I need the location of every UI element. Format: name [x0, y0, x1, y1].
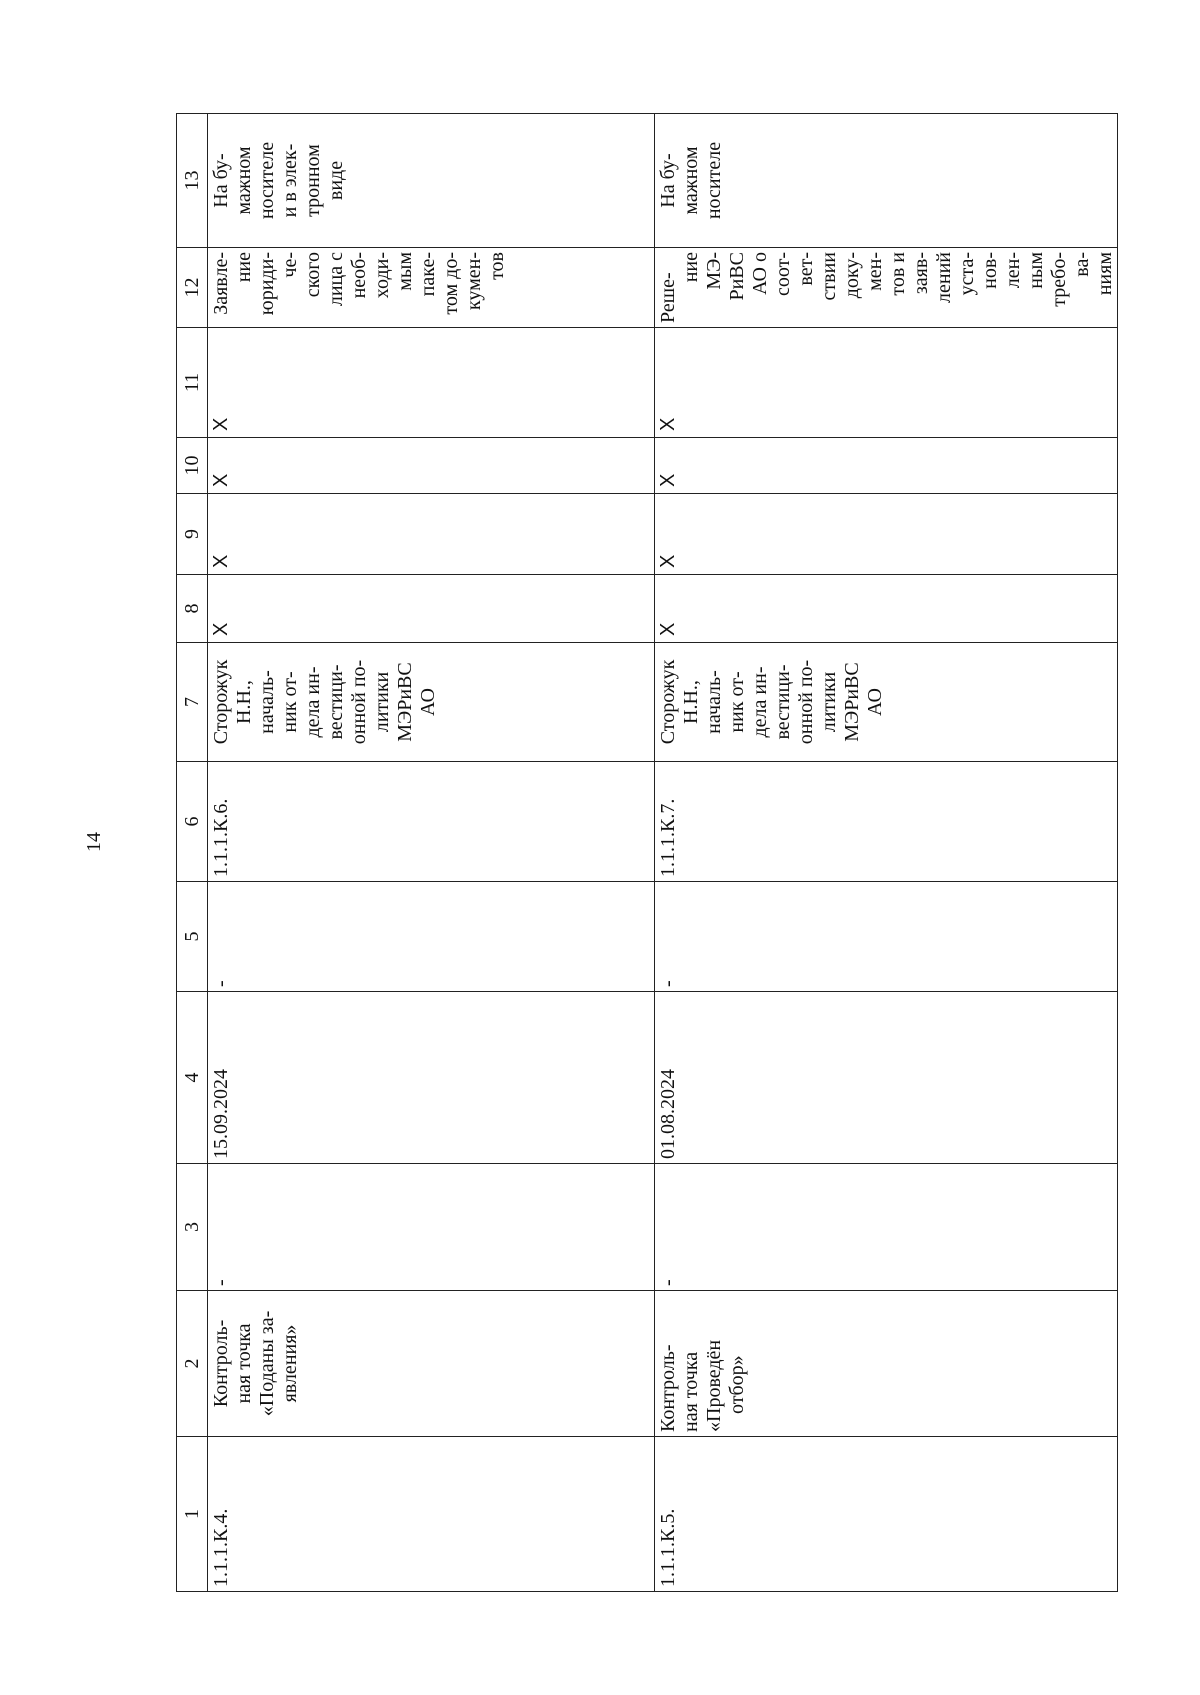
- date-cell: 15.09.2024: [208, 992, 655, 1164]
- text-line: началь-: [256, 670, 278, 734]
- document-type-cell: [655, 248, 1118, 328]
- text-line: Заявле-: [210, 252, 232, 315]
- text-line: отбор»: [726, 1355, 748, 1414]
- text-line: МЭРиВС: [394, 662, 416, 742]
- text-line: нов-: [979, 252, 1001, 289]
- text-line: Сторожук: [210, 659, 232, 745]
- text-line: тов и: [887, 252, 909, 296]
- text-line: ная точка: [680, 1351, 702, 1432]
- rotated-table-wrapper: [176, 114, 1116, 1592]
- text-line: началь-: [703, 670, 725, 734]
- column-header: 13: [177, 114, 208, 248]
- table-row: [208, 114, 655, 1592]
- header-row: [177, 114, 208, 1592]
- text-line: ствии: [818, 252, 840, 301]
- column-header: 3: [177, 1164, 208, 1291]
- text-line: литики: [371, 671, 393, 733]
- text-line: лица с: [325, 252, 347, 307]
- table-row: [655, 114, 1118, 1592]
- control-points-table: [176, 113, 1118, 1592]
- text-line: лен-: [1002, 252, 1024, 289]
- text-line: На бу-: [657, 153, 679, 208]
- text-line: ная точка: [233, 1323, 255, 1404]
- text-line: доку-: [841, 252, 863, 299]
- column-header: 4: [177, 992, 208, 1164]
- text-line: На бу-: [210, 153, 232, 208]
- text-line: и в элек-: [279, 143, 301, 218]
- cell-col-3: -: [208, 1164, 655, 1291]
- text-line: ние: [680, 252, 702, 283]
- x-mark-cell: X: [655, 575, 1118, 643]
- responsible-person-cell: [208, 643, 655, 762]
- row-number-cell: 1.1.1.К.4.: [208, 1437, 655, 1592]
- x-mark-cell: X: [655, 438, 1118, 494]
- column-header: 1: [177, 1437, 208, 1592]
- text-line: паке-: [417, 252, 439, 297]
- text-line: виде: [325, 160, 347, 201]
- text-line: том до-: [440, 252, 462, 315]
- text-line: соот-: [772, 252, 794, 297]
- text-line: лений: [933, 252, 955, 303]
- text-line: носителе: [703, 141, 725, 220]
- text-line: МЭРиВС: [841, 662, 863, 742]
- text-line: ва-: [1071, 252, 1093, 277]
- text-line: явления»: [279, 1324, 301, 1403]
- cell-col-5: -: [655, 882, 1118, 992]
- text-line: «Проведён: [703, 1339, 725, 1432]
- responsible-person-cell: [655, 643, 1118, 762]
- control-point-name-cell: [655, 1291, 1118, 1437]
- row-number-cell: 1.1.1.К.5.: [655, 1437, 1118, 1592]
- x-mark-cell: X: [208, 438, 655, 494]
- column-header: 6: [177, 762, 208, 882]
- text-line: онной по-: [348, 659, 370, 745]
- text-line: Н.Н.,: [680, 680, 702, 724]
- text-line: носителе: [256, 141, 278, 220]
- page-number: 14: [83, 832, 105, 852]
- text-line: ным: [1025, 252, 1047, 289]
- text-line: ник от-: [726, 671, 748, 733]
- date-cell: 01.08.2024: [655, 992, 1118, 1164]
- text-line: АО о: [749, 252, 771, 295]
- text-line: заяв-: [910, 252, 932, 295]
- text-line: Сторожук: [657, 659, 679, 745]
- document-form-cell: [655, 114, 1118, 248]
- control-point-name-cell: [208, 1291, 655, 1437]
- text-line: онной по-: [795, 659, 817, 745]
- text-line: ние: [233, 252, 255, 283]
- text-line: ниям: [1094, 252, 1116, 296]
- text-line: Реше-: [657, 272, 679, 323]
- x-mark-cell: X: [208, 575, 655, 643]
- text-line: мен-: [864, 252, 886, 291]
- text-line: дела ин-: [749, 666, 771, 738]
- cell-col-5: -: [208, 882, 655, 992]
- text-line: АО: [417, 688, 439, 716]
- text-line: Н.Н.,: [233, 680, 255, 724]
- column-header: 7: [177, 643, 208, 762]
- document-type-cell: [208, 248, 655, 328]
- related-point-cell: 1.1.1.К.7.: [655, 762, 1118, 882]
- x-mark-cell: X: [208, 494, 655, 575]
- text-line: Контроль-: [657, 1344, 679, 1432]
- text-line: ходи-: [371, 252, 393, 299]
- text-line: АО: [864, 688, 886, 716]
- document-form-cell: [208, 114, 655, 248]
- text-line: дела ин-: [302, 666, 324, 738]
- text-line: мажном: [233, 146, 255, 215]
- text-line: юриди-: [256, 252, 278, 316]
- x-mark-cell: X: [208, 328, 655, 438]
- text-line: литики: [818, 671, 840, 733]
- text-line: мажном: [680, 146, 702, 215]
- text-line: кумен-: [463, 252, 485, 311]
- text-line: Контроль-: [210, 1319, 232, 1408]
- column-header: 2: [177, 1291, 208, 1437]
- text-line: требо-: [1048, 252, 1070, 307]
- column-header: 8: [177, 575, 208, 643]
- column-header: 9: [177, 494, 208, 575]
- text-line: ского: [302, 252, 324, 298]
- cell-col-3: -: [655, 1164, 1118, 1291]
- text-line: че-: [279, 252, 301, 278]
- text-line: тронном: [302, 144, 324, 217]
- x-mark-cell: X: [655, 494, 1118, 575]
- text-line: ник от-: [279, 671, 301, 733]
- column-header: 5: [177, 882, 208, 992]
- text-line: РиВС: [726, 252, 748, 301]
- column-header: 10: [177, 438, 208, 494]
- text-line: «Поданы за-: [256, 1310, 278, 1417]
- x-mark-cell: X: [655, 328, 1118, 438]
- text-line: вестици-: [772, 664, 794, 740]
- related-point-cell: 1.1.1.К.6.: [208, 762, 655, 882]
- text-line: МЭ-: [703, 252, 725, 290]
- text-line: мым: [394, 252, 416, 291]
- text-line: вет-: [795, 252, 817, 286]
- text-line: тов: [486, 252, 508, 280]
- text-line: вестици-: [325, 664, 347, 740]
- text-line: уста-: [956, 252, 978, 296]
- column-header: 11: [177, 328, 208, 438]
- text-line: необ-: [348, 252, 370, 299]
- column-header: 12: [177, 248, 208, 328]
